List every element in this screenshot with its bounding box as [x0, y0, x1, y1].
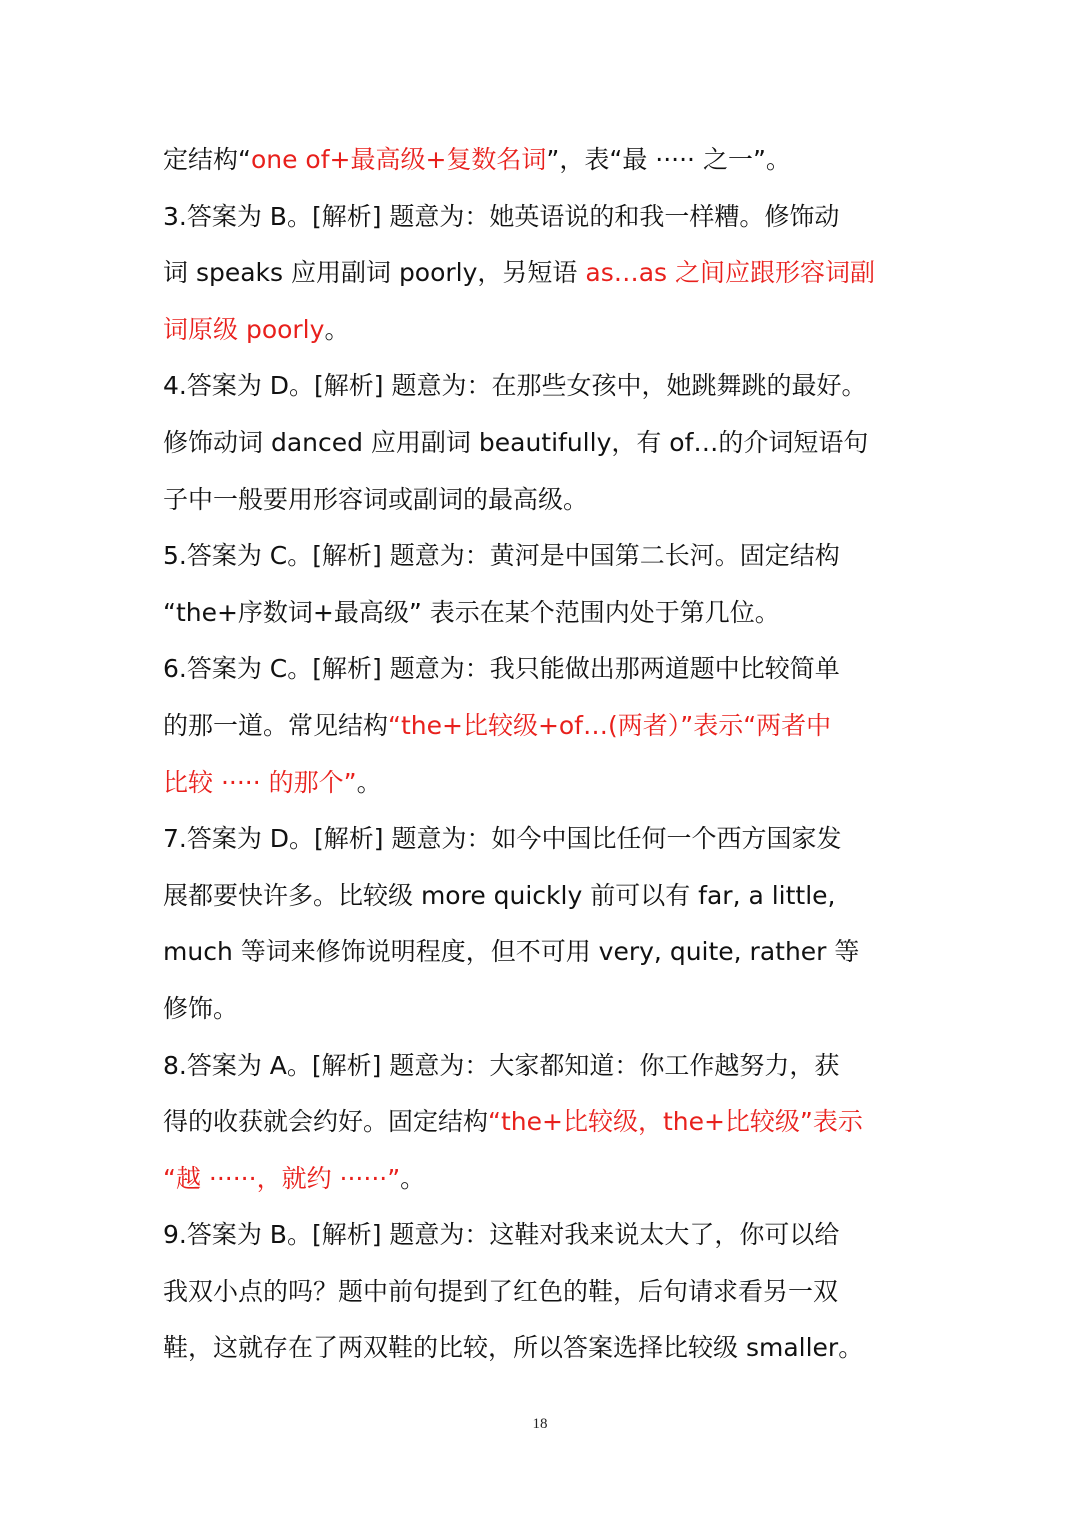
text-segment: 9.答案为 B。[解析] 题意为：这鞋对我来说太大了，你可以给 [163, 1220, 840, 1250]
highlighted-text: 比较 ····· 的那个” [163, 767, 357, 797]
highlighted-text: “the+比较级，the+比较级”表示 [488, 1107, 863, 1137]
answer-explanations-text [163, 132, 923, 1377]
text-line [163, 472, 923, 529]
text-segment: 词 speaks 应用副词 poorly，另短语 [163, 258, 586, 288]
text-line [163, 1320, 923, 1377]
text-segment: 8.答案为 A。[解析] 题意为：大家都知道：你工作越努力，获 [163, 1050, 840, 1080]
text-segment: 。 [356, 767, 382, 797]
text-segment: 我双小点的吗？题中前句提到了红色的鞋，后句请求看另一双 [163, 1276, 839, 1306]
text-line [163, 755, 923, 812]
text-line [163, 189, 923, 246]
text-line [163, 585, 923, 642]
text-line [163, 641, 923, 698]
highlighted-text: “越 ······，就约 ······” [163, 1163, 401, 1193]
text-segment: 3.答案为 B。[解析] 题意为：她英语说的和我一样糟。修饰动 [163, 201, 840, 231]
text-segment: 得的收获就会约好。固定结构 [163, 1107, 489, 1137]
text-line [163, 811, 923, 868]
text-segment: 4.答案为 D。[解析] 题意为：在那些女孩中，她跳舞跳的最好。 [163, 371, 867, 401]
text-line [163, 302, 923, 359]
highlighted-text: 词原级 poorly [163, 314, 325, 344]
text-segment: 修饰。 [163, 993, 239, 1023]
text-segment: 定结构“ [163, 145, 251, 174]
text-line [163, 358, 923, 415]
text-line [163, 868, 923, 925]
text-segment: 修饰动词 danced 应用副词 beautifully，有 of…的介词短语句 [163, 427, 869, 457]
text-line [163, 1151, 923, 1208]
text-segment: much 等词来修饰说明程度，但不可用 very, quite, rather 等 [163, 937, 860, 967]
text-line [163, 528, 923, 585]
text-line [163, 415, 923, 472]
highlighted-text: as…as 之间应跟形容词副 [585, 258, 876, 288]
page-number: 18 [532, 1416, 548, 1432]
text-segment: 子中一般要用形容词或副词的最高级。 [163, 484, 589, 514]
text-segment: 展都要快许多。比较级 more quickly 前可以有 far, a little, [163, 880, 836, 910]
text-segment: “the+序数词+最高级” 表示在某个范围内处于第几位。 [163, 597, 780, 627]
text-line [163, 698, 923, 755]
text-segment: ”，表“最 ····· 之一”。 [546, 145, 791, 174]
highlighted-text: one of+最高级+复数名词 [250, 145, 547, 174]
text-segment: 。 [400, 1163, 426, 1193]
text-segment: 的那一道。常见结构 [163, 710, 389, 740]
text-segment: 6.答案为 C。[解析] 题意为：我只能做出那两道题中比较简单 [163, 654, 840, 684]
text-segment: 5.答案为 C。[解析] 题意为：黄河是中国第二长河。固定结构 [163, 541, 840, 571]
text-segment: 鞋，这就存在了两双鞋的比较，所以答案选择比较级 smaller。 [163, 1333, 864, 1363]
text-line [163, 1038, 923, 1095]
text-line [163, 924, 923, 981]
text-line [163, 981, 923, 1038]
text-line [163, 245, 923, 302]
highlighted-text: “the+比较级+of…(两者）”表示“两者中 [388, 710, 832, 740]
text-line [163, 1094, 923, 1151]
text-line [163, 1264, 923, 1321]
text-segment: 7.答案为 D。[解析] 题意为：如今中国比任何一个西方国家发 [163, 824, 842, 854]
text-line [163, 1207, 923, 1264]
text-segment: 。 [324, 314, 350, 344]
text-line [163, 132, 923, 189]
